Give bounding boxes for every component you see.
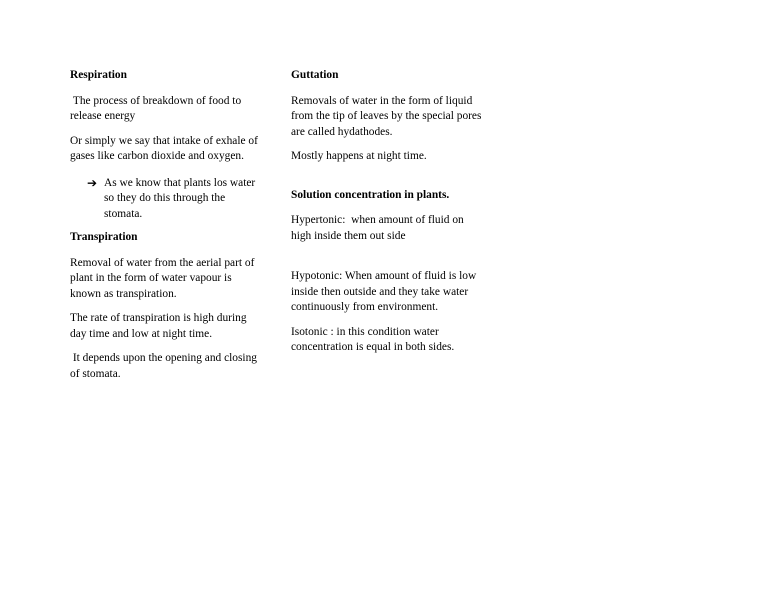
hypotonic-text: Hypotonic: When amount of fluid is low inside then outside and they take water continuously from environment. [291, 270, 477, 313]
respiration-definition: The process of breakdown of food to release energy [70, 94, 244, 122]
isotonic-text: Isotonic : in this condition water concentration is equal in both sides. [291, 325, 455, 353]
right-column [291, 68, 486, 365]
guttation-timing: Mostly happens at night time. [291, 150, 427, 162]
respiration-heading: Respiration [70, 69, 127, 81]
spacer [291, 253, 486, 269]
right-arrow-icon: ➔ [87, 175, 98, 190]
respiration-simple-text: Or simply we say that intake of exhale of gases like carbon dioxide and oxygen. [70, 134, 258, 162]
guttation-heading: Guttation [291, 69, 339, 81]
solution-heading: Solution concentration in plants. [291, 188, 450, 201]
hypertonic-text: Hypertonic: when amount of fluid on high inside them out side [291, 214, 467, 242]
transpiration-definition: Removal of water from the aerial part of plant in the form of water vapour is known as transpiration. [70, 256, 255, 300]
transpiration-depends: It depends upon the opening and closing of stomata. [70, 352, 260, 380]
guttation-definition: Removals of water in the form of liquid from the tip of leaves by the special pores are called hydathodes. [291, 94, 482, 138]
respiration-bullet [70, 176, 260, 223]
spacer [291, 174, 486, 188]
respiration-bullet-text: As we know that plants los water so they do this through the stomata. [104, 176, 256, 220]
transpiration-rate: The rate of transpiration is high during day time and low at night time. [70, 312, 247, 340]
transpiration-heading: Transpiration [70, 231, 138, 243]
left-column [70, 68, 260, 391]
